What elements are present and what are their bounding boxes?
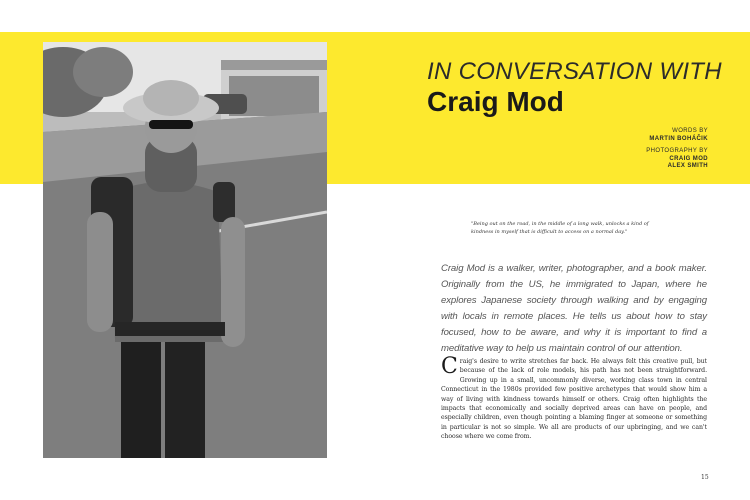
portrait-photo bbox=[43, 42, 327, 458]
title-kicker: IN CONVERSATION WITH bbox=[427, 58, 722, 85]
intro-paragraph: Craig Mod is a walker, writer, photographer, and a book maker. Originally from the US, he immigrated to Japan, where he explores Japanese society through walking and by engaging with locals in remote places. He tells us about how to stay focused, how to be aware, and why it is important to find a meditative way to help us maintain control of our attention. bbox=[441, 263, 707, 354]
photographer-name-1: CRAIG MOD bbox=[669, 155, 708, 162]
body-text: raig's desire to write stretches far back. He always felt this creative pull, but because of the lack of role models, his path has not been straightforward. Growing up in a small, uncommonly diverse, working class town in central Connecticut in the 1980s provided few positive archetypes that would show him a way of living with kindness towards himself or others. Craig often highlights the impacts that economically and socially deprived areas can have on people, and especially children, even though pointing a blaming finger at someone or something in particular is not so simple. We all are products of our upbringing, and we can't choose where we come from. bbox=[441, 358, 707, 441]
writer-name: MARTIN BOHÁČIK bbox=[649, 135, 708, 142]
page-number: 15 bbox=[701, 474, 709, 481]
drop-cap: C bbox=[441, 354, 458, 379]
article-title-name: Craig Mod bbox=[427, 86, 564, 117]
photographer-name-2: ALEX SMITH bbox=[667, 163, 708, 169]
body-paragraph bbox=[441, 354, 707, 442]
credits-block bbox=[646, 128, 708, 171]
photography-by-label: PHOTOGRAPHY BY bbox=[646, 148, 708, 154]
pull-quote: "Being out on the road, in the middle of a long walk, unlocks a kind of kindness in myself that is difficult to access on a normal day." bbox=[471, 221, 649, 235]
words-by-label: WORDS BY bbox=[672, 128, 708, 134]
